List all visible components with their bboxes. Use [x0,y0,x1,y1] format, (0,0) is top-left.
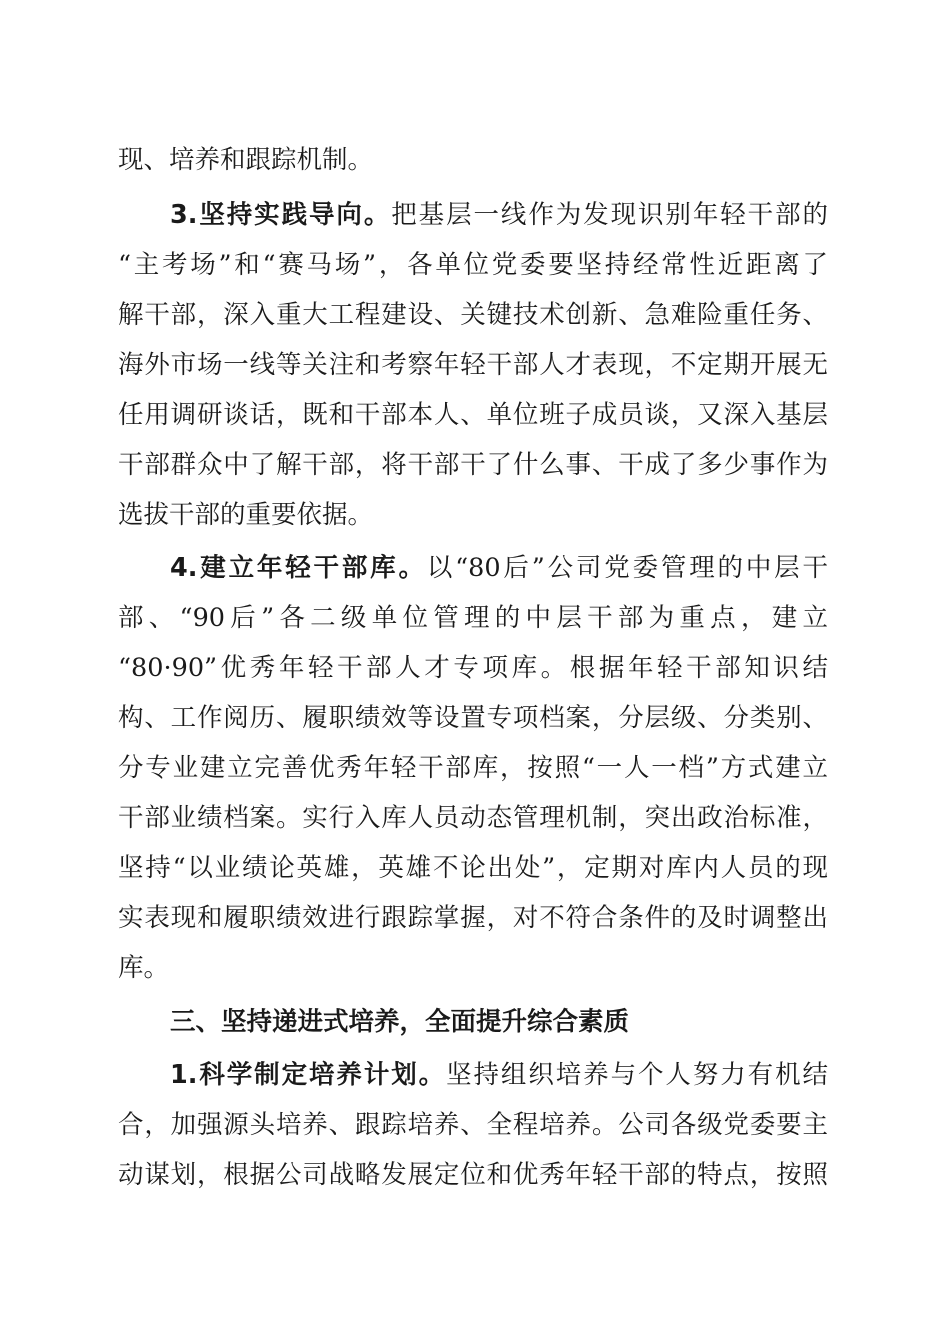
paragraph-1-lead: 1.科学制定培养计划。 [170,1060,447,1090]
paragraph-1-first-line [170,1055,828,1095]
text-line: 干部群众中了解干部，将干部干了什么事、干成了多少事作为 [118,450,828,480]
text-line: “80·90”优秀年轻干部人才专项库。根据年轻干部知识结 [118,653,828,683]
text-line: 坚持“以业绩论英雄，英雄不论出处”，定期对库内人员的现 [118,853,828,883]
text-line: 选拔干部的重要依据。 [118,500,374,530]
paragraph-4-lead: 4.建立年轻干部库。 [170,553,427,583]
paragraph-3-lead: 3.坚持实践导向。 [170,200,392,230]
paragraph-1-text: 坚持组织培养与个人努力有机结 [446,1060,828,1090]
text-line: 库。 [118,953,170,983]
text-line: 解干部，深入重大工程建设、关键技术创新、急难险重任务、 [118,300,828,330]
text-line: 海外市场一线等关注和考察年轻干部人才表现，不定期开展无 [118,350,828,380]
text-line: “主考场”和“赛马场”，各单位党委要坚持经常性近距离了 [118,250,828,280]
paragraph-3-text: 把基层一线作为发现识别年轻干部的 [391,200,828,230]
text-line: 动谋划，根据公司战略发展定位和优秀年轻干部的特点，按照 [118,1160,828,1190]
text-line: 部、“90后”各二级单位管理的中层干部为重点，建立 [118,603,828,633]
text-line: 干部业绩档案。实行入库人员动态管理机制，突出政治标准， [118,803,828,833]
text-line: 现、培养和跟踪机制。 [118,145,374,175]
paragraph-3-first-line [170,195,828,235]
paragraph-4-text: 以“80后”公司党委管理的中层干 [426,553,828,583]
section-heading: 三、坚持递进式培养，全面提升综合素质 [170,1007,630,1037]
text-line: 合，加强源头培养、跟踪培养、全程培养。公司各级党委要主 [118,1110,828,1140]
text-line: 实表现和履职绩效进行跟踪掌握，对不符合条件的及时调整出 [118,903,828,933]
text-line: 分专业建立完善优秀年轻干部库，按照“一人一档”方式建立 [118,753,828,783]
paragraph-4-first-line [170,548,828,588]
text-line: 任用调研谈话，既和干部本人、单位班子成员谈，又深入基层 [118,400,828,430]
text-line: 构、工作阅历、履职绩效等设置专项档案，分层级、分类别、 [118,703,828,733]
